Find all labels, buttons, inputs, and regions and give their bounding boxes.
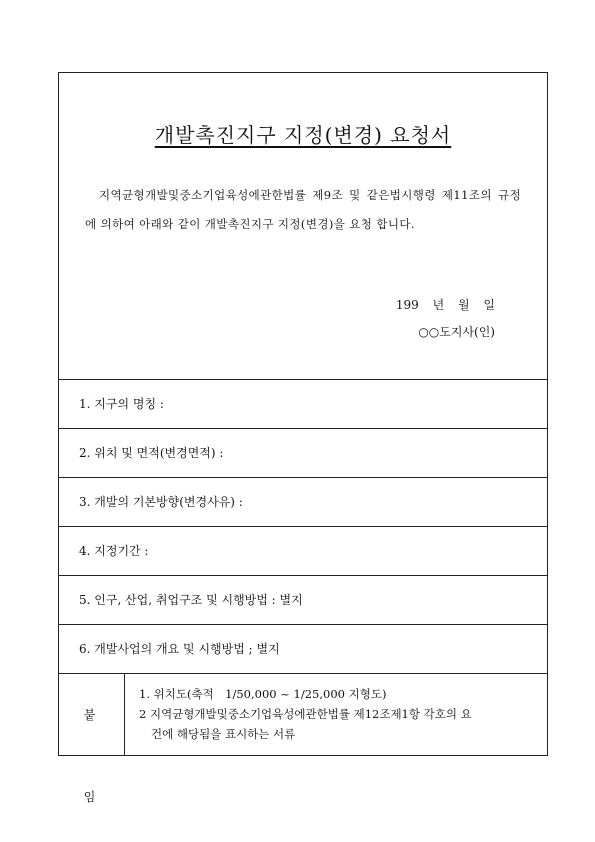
field-designation-period: 4. 지정기간 : [59,527,547,576]
field-project-overview: 6. 개발사업의 개요 및 시행방법 ; 별지 [59,625,547,674]
attachment-list [139,684,539,744]
attachment-item-2-cont: 건에 해당됨을 표시하는 서류 [151,727,296,741]
attachment-section [59,674,547,804]
attachment-item-1: 1. 위치도(축적 1/50,000 ~ 1/25,000 지형도) [139,687,387,701]
request-form [58,72,548,804]
field-location-area: 2. 위치 및 면적(변경면적) : [59,429,547,478]
form-title [59,119,547,148]
request-statement: 지역균형개발및중소기업육성에관한법률 제9조 및 같은법시행령 제11조의 규정에 의하여 아래와 같이 개발촉진지구 지정(변경)을 요청 합니다. [85,188,521,231]
date-line: 199 년 월 일 [395,298,495,312]
attachment-item-2: 2 지역균형개발및중소기업육성에관한법률 제12조제1항 각호의 요 [139,707,472,721]
form-header [59,73,547,380]
attachment-label: 붙임 [59,674,125,756]
signature-line: ○○도지사(인) [418,325,495,339]
field-basic-direction: 3. 개발의 기본방향(변경사유) : [59,478,547,527]
title-text: 개발촉진지구 지정(변경) 요청서 [154,123,452,147]
field-population-industry: 5. 인구, 산업, 취업구조 및 시행방법 : 별지 [59,576,547,625]
field-district-name: 1. 지구의 명칭 : [59,380,547,429]
